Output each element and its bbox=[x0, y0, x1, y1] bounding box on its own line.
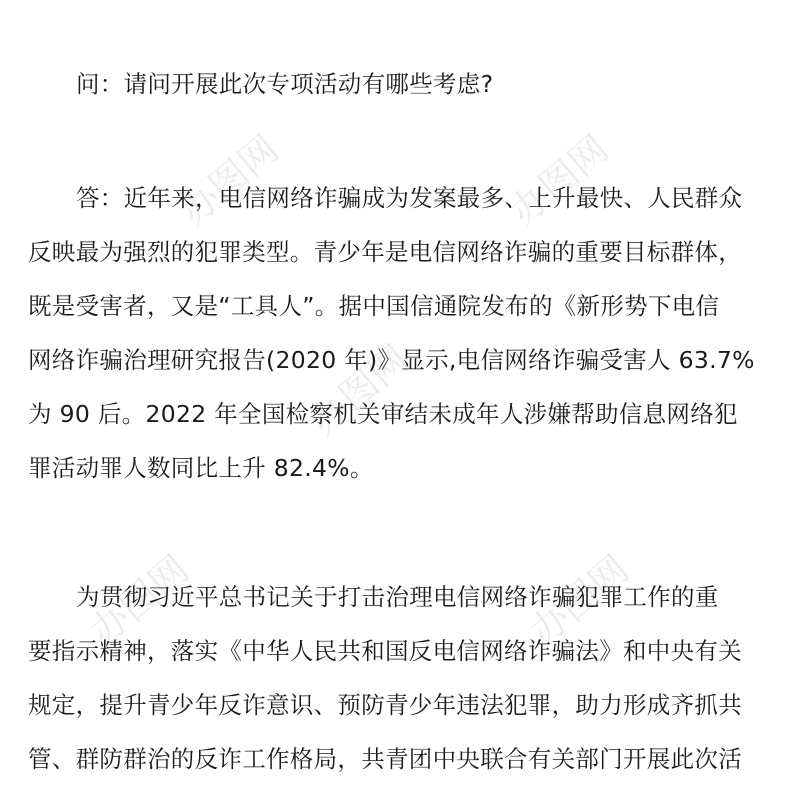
watermark: 办图网 bbox=[521, 546, 638, 654]
question-heading: 问：请问开展此次专项活动有哪些考虑? bbox=[76, 70, 494, 98]
paragraph-line: 管、群防群治的反诈工作格局，共青团中央联合有关部门开展此次活 bbox=[28, 745, 742, 773]
watermark: 办图网 bbox=[171, 126, 288, 234]
watermark: 办图网 bbox=[81, 546, 198, 654]
paragraph-line: 规定，提升青少年反诈意识、预防青少年违法犯罪，助力形成齐抓共 bbox=[28, 691, 742, 719]
answer-line: 反映最为强烈的犯罪类型。青少年是电信网络诈骗的重要目标群体， bbox=[28, 238, 742, 266]
answer-line: 为 90 后。2022 年全国检察机关审结未成年人涉嫌帮助信息网络犯 bbox=[28, 400, 738, 428]
answer-line: 答：近年来，电信网络诈骗成为发案最多、上升最快、人民群众 bbox=[76, 184, 743, 212]
paragraph-line: 要指示精神，落实《中华人民共和国反电信网络诈骗法》和中央有关 bbox=[28, 637, 742, 665]
watermark: 办图网 bbox=[301, 336, 418, 444]
paragraph-line: 为贯彻习近平总书记关于打击治理电信网络诈骗犯罪工作的重 bbox=[76, 583, 719, 611]
answer-line: 网络诈骗治理研究报告(2020 年)》显示,电信网络诈骗受害人 63.7% bbox=[28, 346, 755, 374]
answer-line: 既是受害者，又是“工具人”。据中国信通院发布的《新形势下电信 bbox=[28, 292, 720, 320]
answer-line: 罪活动罪人数同比上升 82.4%。 bbox=[28, 454, 374, 482]
watermark: 办图网 bbox=[501, 126, 618, 234]
